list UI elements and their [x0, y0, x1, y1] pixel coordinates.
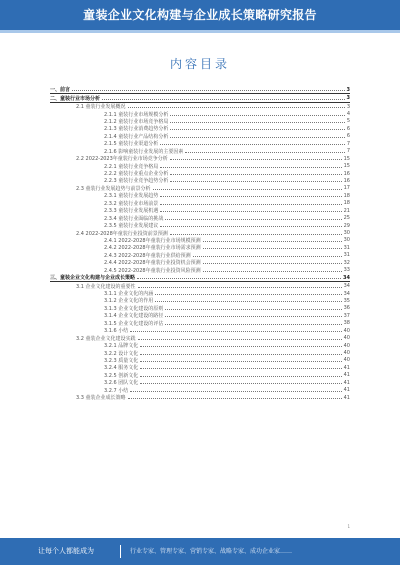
toc-leader-dots	[155, 291, 341, 295]
toc-entry-label: 2.1.6 影响童装行业发展的主要因素	[104, 148, 184, 155]
toc-entry-page: 40	[343, 342, 350, 349]
toc-entry[interactable]	[50, 364, 350, 371]
toc-entry[interactable]	[50, 214, 350, 221]
toc-entry-page: 29	[343, 222, 350, 229]
toc-entry[interactable]	[50, 237, 350, 244]
toc-entry-page: 3	[346, 95, 350, 102]
toc-entry-label: 2.2.1 童装行业竞争格局	[104, 163, 159, 170]
toc-entry-page: 16	[343, 170, 350, 177]
toc-entry[interactable]	[50, 305, 350, 312]
toc-entry-label: 3.2 童装企业文化建设实践	[76, 335, 136, 342]
toc-leader-dots	[153, 186, 342, 190]
toc-entry-page: 18	[343, 200, 350, 207]
toc-entry[interactable]	[50, 334, 350, 341]
toc-leader-dots	[165, 306, 341, 310]
toc-entry[interactable]	[50, 259, 350, 266]
toc-entry[interactable]	[50, 327, 350, 334]
toc-leader-dots	[165, 313, 341, 317]
toc-entry-label: 3.1.5 企业文化建设的评估	[104, 320, 164, 327]
toc-entry[interactable]	[50, 118, 350, 125]
toc-leader-dots	[203, 260, 342, 264]
toc-entry-page: 34	[343, 274, 350, 281]
toc-entry-page: 17	[343, 185, 350, 192]
toc-leader-dots	[165, 321, 341, 325]
header-stripe	[0, 30, 400, 33]
toc-leader-dots	[137, 275, 341, 279]
toc-entry-label: 2.2.2 童装行业重点企业分析	[104, 171, 169, 178]
toc-entry-label: 2.4.3 2022-2028年童装行业供给预测	[104, 252, 191, 259]
toc-entry-label: 2.1.3 童装行业消费趋势分析	[104, 126, 169, 133]
toc-entry-page: 41	[343, 364, 350, 371]
toc-entry[interactable]	[50, 372, 350, 379]
toc-leader-dots	[140, 373, 341, 377]
toc-entry-label: 2.3.4 童装行业面临的挑战	[104, 215, 164, 222]
toc-leader-dots	[160, 141, 345, 145]
toc-entry[interactable]	[50, 148, 350, 155]
toc-entry[interactable]	[50, 207, 350, 214]
toc-entry[interactable]	[50, 125, 350, 132]
toc-entry[interactable]	[50, 177, 350, 184]
toc-entry-page: 15	[343, 155, 350, 162]
toc-leader-dots	[160, 223, 341, 227]
toc-entry-page: 30	[343, 230, 350, 237]
toc-leader-dots	[130, 388, 341, 392]
toc-entry-page: 6	[346, 133, 350, 140]
toc-leader-dots	[72, 87, 345, 91]
toc-entry-page: 37	[343, 312, 350, 319]
toc-entry-page: 4	[346, 111, 350, 118]
toc-entry-page: 18	[343, 192, 350, 199]
toc-entry-label: 2.1.4 童装行业产品结构分析	[104, 133, 169, 140]
toc-entry-label: 2.1 童装行业发展概况	[76, 104, 126, 111]
toc-entry-page: 6	[346, 125, 350, 132]
toc-entry-label: 2.4 2022-2028年童装行业投资前景预测	[76, 230, 168, 237]
toc-entry-page: 3	[346, 86, 350, 93]
toc-entry-page: 21	[343, 207, 350, 214]
footer-divider	[120, 545, 121, 558]
toc-entry-page: 41	[343, 387, 350, 394]
toc-leader-dots	[170, 119, 344, 123]
toc-entry-label: 2.4.2 2022-2028年童装行业市场需求预测	[104, 245, 201, 252]
toc-entry-page: 41	[343, 379, 350, 386]
toc-entry-page: 38	[343, 320, 350, 327]
toc-entry-label: 3.2.2 设计文化	[104, 350, 139, 357]
toc-leader-dots	[140, 380, 341, 384]
toc-entry-label: 2.4.5 2022-2028年童装行业投资风险预测	[104, 267, 201, 274]
toc-leader-dots	[203, 268, 342, 272]
toc-leader-dots	[155, 298, 341, 302]
toc-leader-dots	[128, 395, 342, 399]
toc-entry-label: 三、童装企业文化构建与企业成长策略	[50, 275, 136, 282]
footer-bar	[0, 538, 400, 565]
toc-entry-page: 35	[343, 297, 350, 304]
toc-leader-dots	[193, 253, 342, 257]
toc-entry-page: 40	[343, 350, 350, 357]
toc-entry[interactable]	[50, 86, 350, 94]
toc-entry[interactable]	[50, 274, 350, 282]
toc-leader-dots	[128, 104, 345, 108]
toc-entry-label: 3.1.6 小结	[104, 328, 129, 335]
toc-entry[interactable]	[50, 252, 350, 259]
toc-entry-label: 2.3.5 童装行业发展建议	[104, 223, 159, 230]
toc-entry[interactable]	[50, 312, 350, 319]
toc-leader-dots	[140, 343, 341, 347]
toc-leader-dots	[160, 208, 341, 212]
toc-entry[interactable]	[50, 342, 350, 349]
toc-leader-dots	[138, 284, 342, 288]
toc-entry-page: 36	[343, 305, 350, 312]
toc-entry-label: 2.1.2 童装行业市场竞争格局	[104, 118, 169, 125]
toc-entry[interactable]	[50, 282, 350, 289]
toc-leader-dots	[165, 216, 341, 220]
table-of-contents	[50, 86, 350, 401]
page-number: 1	[347, 524, 350, 529]
toc-entry-page: 40	[343, 327, 350, 334]
toc-entry-page: 7	[346, 140, 350, 147]
toc-entry-page: 34	[343, 283, 350, 290]
toc-entry-label: 2.3.3 童装行业发展机遇	[104, 208, 159, 215]
toc-entry[interactable]	[50, 394, 350, 401]
toc-entry-label: 3.1.1 企业文化的内涵	[104, 291, 154, 298]
toc-leader-dots	[203, 238, 342, 242]
footer-slogan: 让每个人都能成为	[38, 547, 94, 555]
toc-entry[interactable]	[50, 155, 350, 162]
toc-leader-dots	[170, 134, 344, 138]
toc-entry[interactable]	[50, 379, 350, 386]
toc-leader-dots	[140, 351, 341, 355]
toc-entry[interactable]	[50, 222, 350, 229]
toc-entry[interactable]	[50, 267, 350, 274]
toc-entry-label: 3.2.5 创新文化	[104, 372, 139, 379]
toc-entry[interactable]	[50, 357, 350, 364]
toc-entry-page: 31	[343, 244, 350, 251]
toc-entry-page: 15	[343, 163, 350, 170]
toc-entry[interactable]	[50, 229, 350, 236]
toc-leader-dots	[185, 149, 344, 153]
toc-entry-page: 34	[343, 290, 350, 297]
toc-entry[interactable]	[50, 140, 350, 147]
toc-leader-dots	[102, 96, 345, 100]
toc-entry-label: 3.1 企业文化建设的重要性	[76, 283, 136, 290]
toc-leader-dots	[170, 126, 344, 130]
toc-leader-dots	[170, 178, 341, 182]
toc-title: 内容目录	[169, 57, 230, 71]
toc-entry[interactable]	[50, 192, 350, 199]
toc-leader-dots	[140, 365, 341, 369]
toc-entry[interactable]	[50, 200, 350, 207]
footer-tagline: 行业专家、管理专家、营销专家、战略专家、成功企业家……	[130, 548, 293, 555]
toc-entry-label: 2.3.2 童装行业市场前景	[104, 200, 159, 207]
toc-entry-page: 30	[343, 237, 350, 244]
toc-entry[interactable]	[50, 297, 350, 304]
toc-entry-page: 31	[343, 252, 350, 259]
toc-leader-dots	[140, 358, 341, 362]
toc-entry[interactable]	[50, 320, 350, 327]
toc-entry-label: 二、童装行业市场分析	[50, 95, 101, 102]
toc-leader-dots	[130, 328, 341, 332]
toc-leader-dots	[160, 201, 341, 205]
toc-entry-page: 40	[343, 357, 350, 364]
toc-entry[interactable]	[50, 290, 350, 297]
toc-entry-label: 一、前言	[50, 87, 71, 94]
toc-entry-label: 2.3 童装行业发展趋势与前景分析	[76, 185, 151, 192]
toc-leader-dots	[170, 231, 342, 235]
toc-entry[interactable]	[50, 387, 350, 394]
toc-leader-dots	[203, 245, 342, 249]
toc-entry-page: 3	[346, 103, 350, 110]
toc-leader-dots	[160, 164, 341, 168]
toc-entry-label: 3.2.4 服务文化	[104, 365, 139, 372]
toc-leader-dots	[160, 193, 341, 197]
toc-entry-label: 2.1.5 童装行业渠道分析	[104, 141, 159, 148]
toc-entry-label: 3.2.7 小结	[104, 387, 129, 394]
toc-entry-label: 2.4.1 2022-2028年童装行业市场规模预测	[104, 237, 201, 244]
toc-entry-page: 40	[343, 335, 350, 342]
toc-entry-label: 2.3.1 童装行业发展趋势	[104, 193, 159, 200]
toc-entry[interactable]	[50, 103, 350, 110]
toc-entry-label: 2.2 2022-2023年童装行业市场竞争分析	[76, 156, 168, 163]
toc-leader-dots	[138, 336, 342, 340]
report-title: 童装企业文化构建与企业成长策略研究报告	[83, 8, 317, 22]
toc-entry-label: 3.1.4 企业文化建设的路径	[104, 313, 164, 320]
toc-entry-label: 3.2.3 质量文化	[104, 357, 139, 364]
toc-entry-page: 16	[343, 177, 350, 184]
toc-entry-page: 7	[346, 148, 350, 155]
toc-entry[interactable]	[50, 162, 350, 169]
toc-entry-label: 3.2.6 团队文化	[104, 380, 139, 387]
toc-entry-label: 3.1.3 企业文化建设的原则	[104, 305, 164, 312]
toc-entry-page: 41	[343, 372, 350, 379]
toc-entry-label: 3.2.1 品牌文化	[104, 343, 139, 350]
toc-leader-dots	[170, 112, 344, 116]
toc-entry[interactable]	[50, 349, 350, 356]
toc-entry-page: 33	[343, 267, 350, 274]
toc-entry-label: 2.2.3 童装行业竞争趋势分析	[104, 178, 169, 185]
toc-entry-page: 32	[343, 259, 350, 266]
toc-leader-dots	[170, 156, 342, 160]
toc-entry[interactable]	[50, 94, 350, 102]
toc-entry-label: 2.4.4 2022-2028年童装行业投资机会预测	[104, 260, 201, 267]
toc-entry-label: 2.1.1 童装行业市场规模分析	[104, 111, 169, 118]
toc-entry-page: 41	[343, 394, 350, 401]
toc-entry[interactable]	[50, 244, 350, 251]
toc-entry-label: 3.1.2 企业文化的作用	[104, 298, 154, 305]
toc-entry[interactable]	[50, 170, 350, 177]
toc-entry-page: 25	[343, 215, 350, 222]
toc-leader-dots	[170, 171, 341, 175]
toc-entry-page: 5	[346, 118, 350, 125]
toc-entry[interactable]	[50, 110, 350, 117]
toc-entry[interactable]	[50, 185, 350, 192]
toc-entry[interactable]	[50, 133, 350, 140]
toc-entry-label: 3.3 童装企业成长策略	[76, 395, 126, 402]
